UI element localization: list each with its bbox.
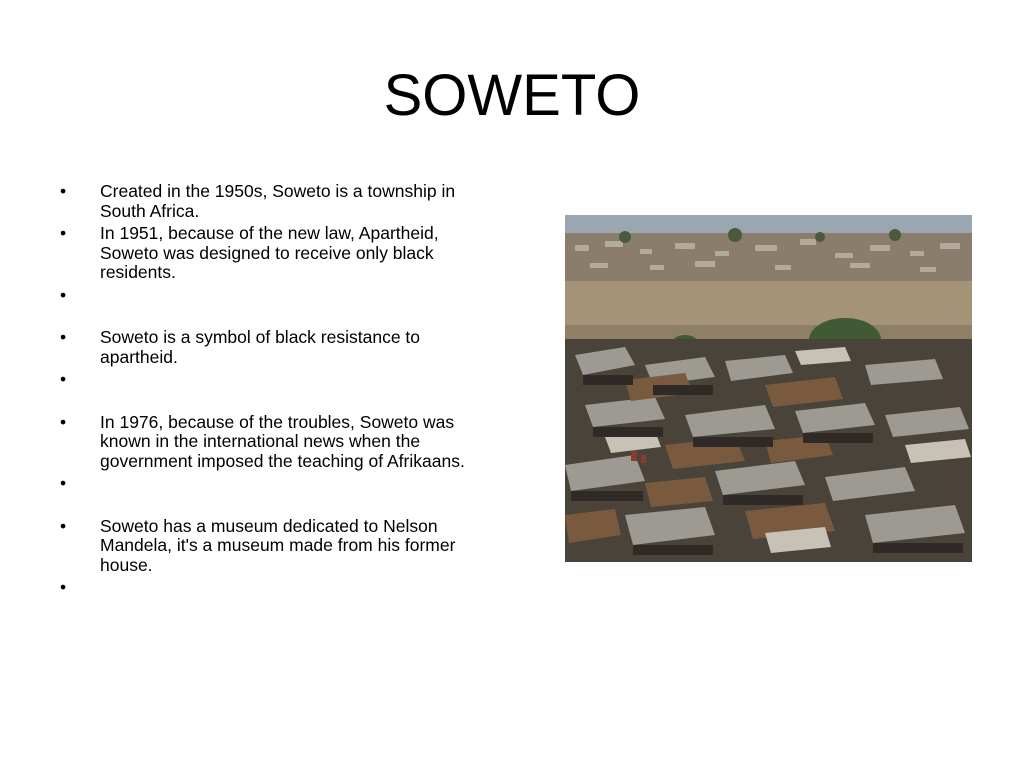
bullet-dot: • [60,411,67,432]
bullet-dot: • [60,577,67,597]
bullet-dot: • [60,284,67,305]
bullet-text: Soweto has a museum dedicated to Nelson Mandela, it's a museum made from his former house. [100,515,456,575]
bullet-dot: • [60,223,67,243]
bullet-item [58,224,498,283]
bullet-item-empty [58,286,498,306]
bullet-item-empty [58,370,498,390]
bullet-dot: • [60,327,67,347]
township-photo-illustration [565,215,972,562]
photo-field-shade [565,325,972,339]
bullet-text: Soweto is a symbol of black resistance to apartheid. [100,327,421,367]
bullet-item-empty [58,474,498,494]
bullet-dot: • [60,473,67,493]
bullet-text: In 1951, because of the new law, Apartheid, Soweto was designed to receive only black residents. [100,223,439,282]
bullet-dot: • [60,515,67,536]
bullet-item [58,413,498,472]
bullet-item-empty [58,578,498,598]
bullet-item [58,517,498,576]
bullet-dot: • [60,369,67,389]
bullet-list [58,182,498,621]
bullet-item [58,328,498,367]
bullet-text: Created in the 1950s, Soweto is a township in South Africa. [100,181,456,221]
bullet-item [58,182,498,221]
slide-title: SOWETO [383,63,641,128]
soweto-township-photo [565,215,972,562]
bullet-dot: • [60,181,67,201]
bullet-text: In 1976, because of the troubles, Soweto was known in the international news when the government imposed the teaching of Afrikaans. [100,411,465,471]
